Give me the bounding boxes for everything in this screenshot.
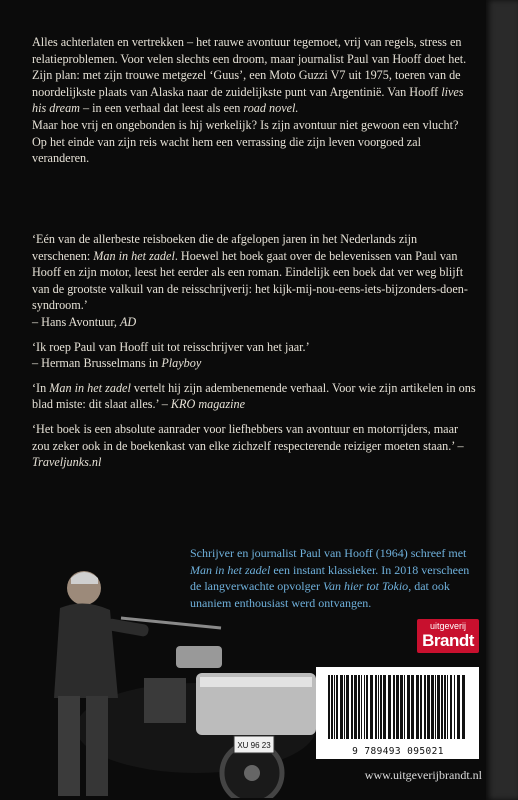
quote-kro: ‘In Man in het zadel vertelt hij zijn adembenemende verhaal. Voor wie zijn artikelen in ons blad miste: dit slaat alles.’ – KRO magazine [32, 380, 476, 412]
intro-paragraph-3: Maar hoe vrij en ongebonden is hij werkelijk? Is zijn avontuur niet gewoon een vlucht? Op het einde van zijn reis wacht hem een verrassing die zijn leven voorgoed zal veranderen. [32, 117, 459, 166]
quote-ad-attribution: – Hans Avontuur, AD [32, 314, 137, 329]
intro-text [32, 34, 476, 167]
intro-paragraph-1: Alles achterlaten en vertrekken – het rauwe avontuur tegemoet, vrij van regels, stress en relatieproblemen. Voor velen slechts een droom, maar journalist Paul van Hooff doet het. [32, 35, 467, 66]
publisher-logo: uitgeverij Brandt [417, 619, 479, 653]
quote-playboy: ‘Ik roep Paul van Hooff uit tot reisschrijver van het jaar.’ [32, 339, 310, 354]
quote-traveljunks: ‘Het boek is een absolute aanrader voor liefhebbers van avontuur en motorrijders, maar zou zeker ook in de boekenkast van elke zichzelf respecterende reiziger moeten staan.’ – Traveljunks.nl [32, 421, 464, 470]
quote-ad: ‘Eén van de allerbeste reisboeken die de afgelopen jaren in het Nederlands zijn verschenen: Man in het zadel. Hoewel het boek gaat over de belevenissen van Paul van Hooff en zijn motor, leest het eerder als een roman. Eindelijk een boek dat ver weg blijft van de grootste valkuil van de reisschrijverij: het kijk-mij-nou-eens-iets-bijzonders-doen-syndroom.’ [32, 232, 468, 313]
quote-playboy-attribution: – Herman Brusselmans in Playboy [32, 356, 202, 371]
barcode-bars [316, 667, 479, 745]
author-bio: Schrijver en journalist Paul van Hooff (1964) schreef met Man in het zadel een instant klassieker. In 2018 verscheen de langverwachte opvolger Van hier tot Tokio, dat ook unaniem enthousiast werd ontvangen. [190, 546, 470, 610]
barcode-number: 9 789493 095021 [352, 746, 444, 757]
review-quotes [32, 231, 476, 471]
book-spine [486, 0, 518, 800]
license-plate: XU 96 23 [237, 741, 271, 750]
publisher-website: www.uitgeverijbrandt.nl [364, 768, 482, 782]
intro-paragraph-2: Zijn plan: met zijn trouwe metgezel ‘Guus’, een Moto Guzzi V7 uit 1975, toeren van de noordelijkste plaats van Alaska naar de zuidelijkste punt van Argentinië. Van Hooff lives his dream – in een verhaal dat leest als een road novel. [32, 68, 464, 116]
